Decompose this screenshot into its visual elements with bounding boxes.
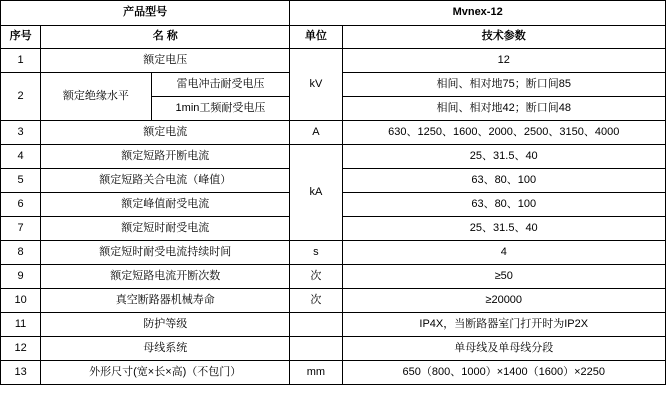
table-row <box>1 289 666 313</box>
table-header-row-columns <box>1 26 666 49</box>
table-row <box>1 49 666 73</box>
row-name: 额定电压 <box>41 49 290 73</box>
product-model-label: 产品型号 <box>1 1 290 26</box>
product-model-value: Mvnex-12 <box>290 1 666 26</box>
row-subname: 1min工频耐受电压 <box>151 97 290 121</box>
row-param: 12 <box>342 49 666 73</box>
table-row <box>1 121 666 145</box>
row-no: 12 <box>1 337 41 361</box>
table-row <box>1 337 666 361</box>
row-no: 6 <box>1 193 41 217</box>
row-no: 8 <box>1 241 41 265</box>
row-subname: 雷电冲击耐受电压 <box>151 73 290 97</box>
row-unit <box>290 337 342 361</box>
row-param: 650（800、1000）×1400（1600）×2250 <box>342 361 666 385</box>
row-name: 额定短时耐受电流持续时间 <box>41 241 290 265</box>
table-row <box>1 265 666 289</box>
row-name: 额定绝缘水平 <box>41 73 151 121</box>
row-param: 25、31.5、40 <box>342 145 666 169</box>
row-param: IP4X，当断路器室门打开时为IP2X <box>342 313 666 337</box>
row-name: 额定短路电流开断次数 <box>41 265 290 289</box>
row-no: 1 <box>1 49 41 73</box>
row-no: 5 <box>1 169 41 193</box>
row-unit: kA <box>290 145 342 241</box>
row-name: 额定峰值耐受电流 <box>41 193 290 217</box>
column-header-unit: 单位 <box>290 26 342 49</box>
table-header-row-model <box>1 1 666 26</box>
row-no: 7 <box>1 217 41 241</box>
row-unit: s <box>290 241 342 265</box>
table-row <box>1 241 666 265</box>
table-row <box>1 145 666 169</box>
row-param: ≥50 <box>342 265 666 289</box>
row-no: 3 <box>1 121 41 145</box>
row-param: ≥20000 <box>342 289 666 313</box>
row-param: 63、80、100 <box>342 193 666 217</box>
row-name: 真空断路器机械寿命 <box>41 289 290 313</box>
row-param: 单母线及单母线分段 <box>342 337 666 361</box>
row-unit <box>290 313 342 337</box>
row-name: 母线系统 <box>41 337 290 361</box>
row-unit: A <box>290 121 342 145</box>
row-no: 13 <box>1 361 41 385</box>
row-param: 63、80、100 <box>342 169 666 193</box>
row-unit: mm <box>290 361 342 385</box>
row-name: 额定电流 <box>41 121 290 145</box>
row-no: 10 <box>1 289 41 313</box>
row-param: 相间、相对地75；断口间85 <box>342 73 666 97</box>
row-no: 11 <box>1 313 41 337</box>
row-param: 25、31.5、40 <box>342 217 666 241</box>
row-name: 额定短时耐受电流 <box>41 217 290 241</box>
column-header-name: 名 称 <box>41 26 290 49</box>
row-unit: 次 <box>290 265 342 289</box>
column-header-no: 序号 <box>1 26 41 49</box>
row-name: 防护等级 <box>41 313 290 337</box>
table-row <box>1 361 666 385</box>
row-unit: 次 <box>290 289 342 313</box>
row-param: 630、1250、1600、2000、2500、3150、4000 <box>342 121 666 145</box>
row-unit: kV <box>290 49 342 121</box>
row-name: 额定短路关合电流（峰值） <box>41 169 290 193</box>
row-no: 9 <box>1 265 41 289</box>
row-name: 外形尺寸(宽×长×高)（不包门） <box>41 361 290 385</box>
row-no: 2 <box>1 73 41 121</box>
table-row <box>1 313 666 337</box>
row-no: 4 <box>1 145 41 169</box>
row-name: 额定短路开断电流 <box>41 145 290 169</box>
row-param: 相间、相对地42；断口间48 <box>342 97 666 121</box>
row-param: 4 <box>342 241 666 265</box>
column-header-param: 技术参数 <box>342 26 666 49</box>
